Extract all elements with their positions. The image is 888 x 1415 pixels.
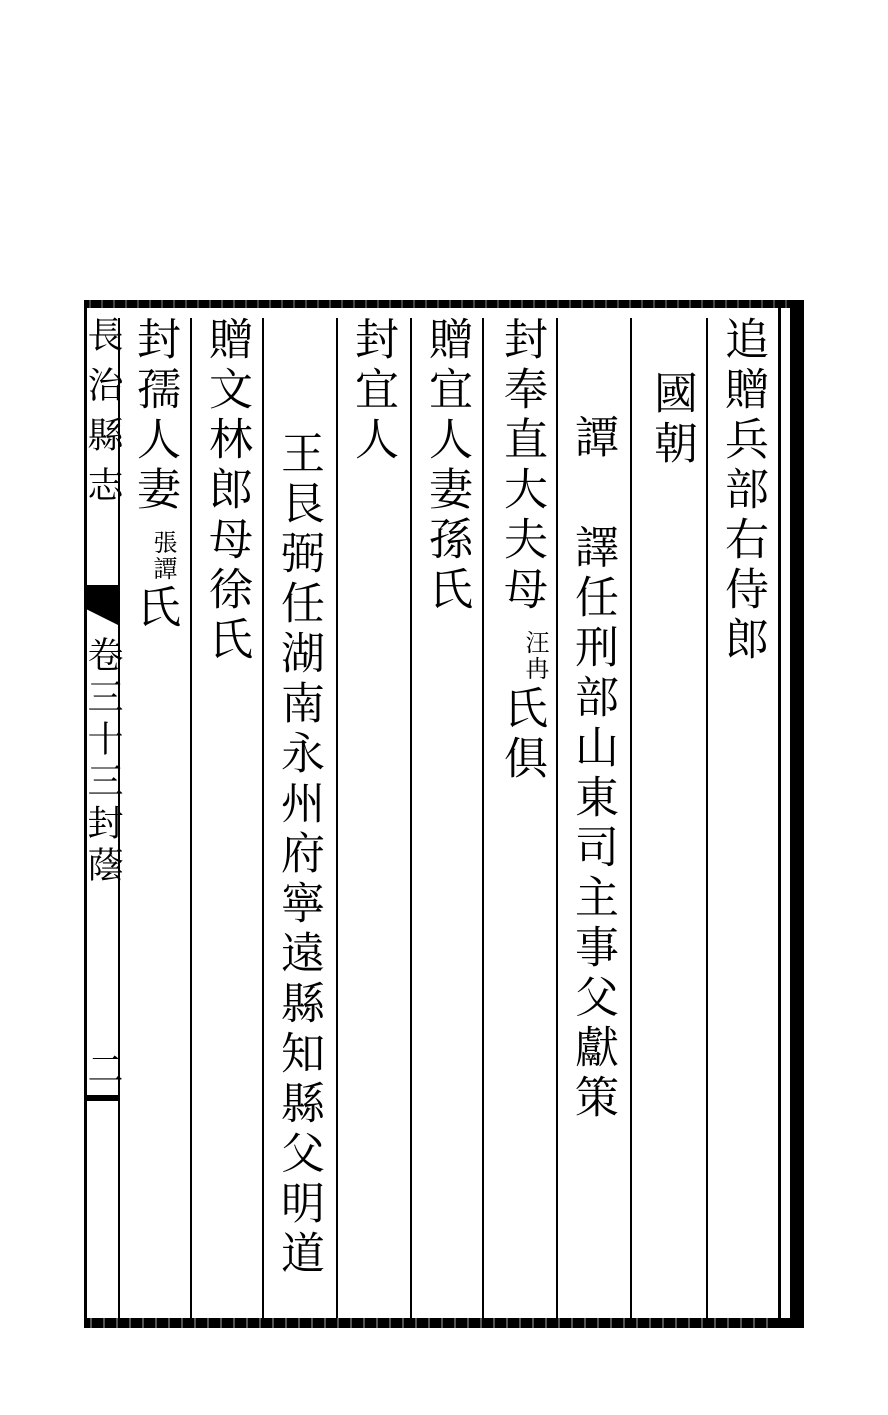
text-column-5: 贈宜人妻孫氏 bbox=[421, 316, 472, 616]
text-column-4-note: 汪冉 bbox=[521, 630, 549, 682]
column-divider bbox=[556, 318, 558, 1318]
text-column-8: 贈文林郎母徐氏 bbox=[201, 316, 252, 666]
text-column-4: 封奉直大夫母 bbox=[496, 316, 547, 616]
text-column-9: 封孺人妻 bbox=[129, 316, 180, 516]
column-divider bbox=[706, 318, 708, 1318]
text-column-7: 王艮弼任湖南永州府寧遠縣知縣父明道 bbox=[273, 430, 324, 1280]
column-divider bbox=[262, 318, 264, 1318]
column-divider bbox=[630, 318, 632, 1318]
right-inner-border bbox=[778, 300, 781, 1328]
text-column-6: 封宜人 bbox=[347, 316, 398, 466]
text-column-9-note: 張譚 bbox=[149, 530, 177, 582]
text-column-9-tail: 氏 bbox=[129, 584, 180, 634]
right-border bbox=[790, 300, 804, 1328]
bottom-border bbox=[84, 1318, 802, 1328]
column-divider bbox=[336, 318, 338, 1318]
fold-mark bbox=[86, 1095, 118, 1101]
text-column-4-tail: 氏俱 bbox=[496, 685, 547, 785]
top-border bbox=[84, 300, 802, 308]
page-number: 二 bbox=[82, 1050, 123, 1092]
column-divider bbox=[482, 318, 484, 1318]
text-column-3b: 譯任刑部山東司主事父獻策 bbox=[567, 524, 618, 1124]
column-divider bbox=[190, 318, 192, 1318]
centre-title: 長治縣志 bbox=[82, 316, 123, 516]
centre-volume: 卷三十三封蔭 bbox=[82, 636, 123, 888]
text-column-1: 追贈兵部右侍郎 bbox=[717, 316, 768, 666]
column-divider bbox=[410, 318, 412, 1318]
text-column-3a: 譚 bbox=[567, 414, 618, 464]
text-column-2: 國朝 bbox=[646, 370, 697, 470]
